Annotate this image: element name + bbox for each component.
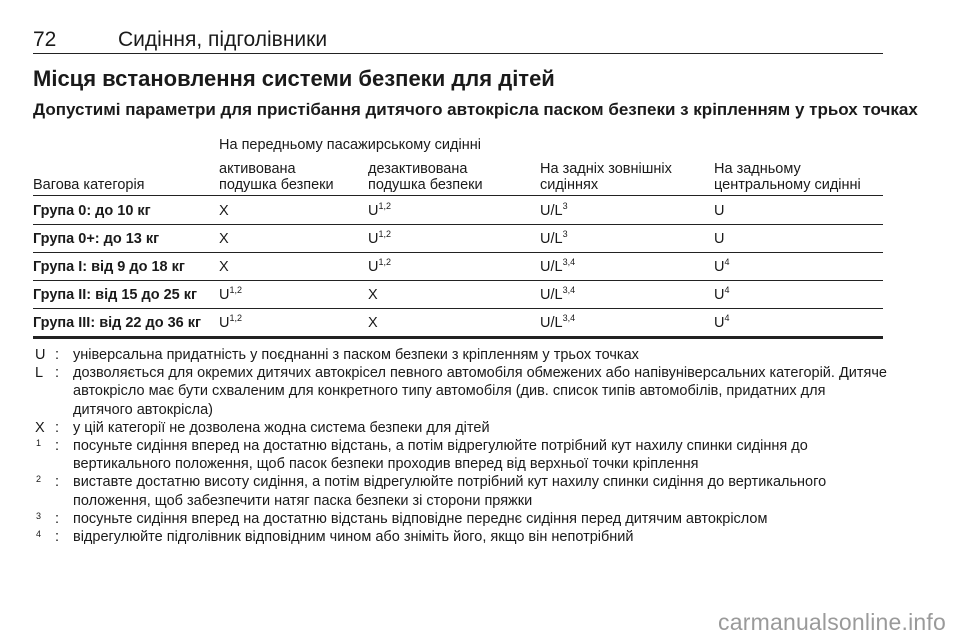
cell-rear-center: $U^4$	[714, 313, 730, 331]
legend-text: універсальна придатність у поєднанні з паском безпеки з кріпленням у трьох точках	[73, 347, 639, 363]
cell-airbag-on: X	[219, 259, 229, 275]
row-category: Група 0+: до 13 кг	[33, 231, 160, 247]
cell-airbag-on: U$^{1,2}$	[219, 313, 242, 331]
legend-key: L	[35, 365, 44, 382]
legend-key: 3	[36, 510, 42, 521]
legend-text: виставте достатню висоту сидіння, а потім відрегулюйте потрібний кут нахилу спинки сидіння до вертикального положення, щоб забезпечити натяг паска безпеки зі сторони пряжки	[73, 474, 827, 509]
cell-airbag-off: X	[368, 287, 378, 303]
cell-rear-outer: $U/L^3$	[540, 229, 568, 247]
cell-rear-outer: $U/L^3$	[540, 201, 568, 219]
watermark: carmanualsonline.info	[718, 609, 946, 635]
table-row	[33, 225, 883, 253]
legend-item: L : дозволяється для окремих дитячих автокрісел певного автомобіля обмежених або напівуніверсальних категорій. Дитяче автокрісло має бути схваленим для конкретного типу автомобіля (див. список типів автомобілів, придатних для дитячого автокрісла)	[35, 365, 887, 418]
legend-item: 1 : посуньте сидіння вперед на достатню відстань, а потім відрегулюйте потрібний кут нахилу спинки сидіння до вертикального положення, щоб пасок безпеки проходив вперед від верхньої точки кріплення	[33, 437, 888, 473]
table-row	[33, 309, 883, 339]
column-header-airbag-off: дезактивована подушка безпеки	[368, 161, 483, 193]
cell-rear-center: U	[714, 231, 725, 247]
table-row	[33, 253, 883, 281]
cell-rear-outer: $U/L^{3,4}$	[540, 285, 576, 303]
row-category: Група II: від 15 до 25 кг	[33, 287, 198, 303]
legend	[33, 346, 888, 546]
page-header	[33, 24, 883, 54]
cell-rear-center: $U^4$	[714, 285, 730, 303]
legend-key: 2	[36, 474, 42, 485]
row-category: Група III: від 22 до 36 кг	[33, 315, 202, 331]
legend-text: посуньте сидіння вперед на достатню відстань відповідне переднє сидіння перед дитячим автокріслом	[73, 510, 768, 527]
cell-rear-outer: $U/L^{3,4}$	[540, 257, 576, 275]
legend-item: 2 : виставте достатню висоту сидіння, а потім відрегулюйте потрібний кут нахилу спинки сидіння до вертикального положення, щоб забезпечити натяг паска безпеки зі сторони пряжки	[33, 473, 888, 509]
legend-key: 1	[36, 438, 42, 449]
section-title: Сидіння, підголівники	[118, 28, 328, 51]
front-seat-group-header: На передньому пасажирському сидінні	[219, 137, 481, 153]
legend-key: X	[35, 419, 45, 436]
row-category: Група 0: до 10 кг	[33, 203, 151, 219]
header-rule	[33, 53, 883, 54]
legend-text: відрегулюйте підголівник відповідним чином або зніміть його, якщо він непотрібний	[73, 529, 634, 546]
legend-text: у цій категорії не дозволена жодна система безпеки для дітей	[73, 419, 490, 436]
legend-item: U : універсальна придатність у поєднанні з паском безпеки з кріпленням у трьох точках	[35, 347, 639, 363]
column-header-rear-center: На задньому центральному сидінні	[714, 161, 861, 193]
cell-rear-outer: $U/L^{3,4}$	[540, 313, 576, 331]
column-header-rear-outer: На задніх зовнішніх сидіннях	[540, 161, 672, 193]
cell-rear-center: $U^4$	[714, 257, 730, 275]
legend-key: U	[35, 347, 46, 363]
cell-airbag-off: U$^{1,2}$	[368, 229, 391, 247]
cell-airbag-off: U$^{1,2}$	[368, 201, 391, 219]
legend-item: 3 : посуньте сидіння вперед на достатню відстань відповідне переднє сидіння перед дитячим автокріслом	[33, 510, 888, 528]
column-header-weight-class: Вагова категорія	[33, 177, 145, 193]
table-row	[33, 197, 883, 225]
cell-airbag-on: X	[219, 203, 229, 219]
legend-item: X : у цій категорії не дозволена жодна система безпеки для дітей	[35, 419, 490, 436]
header-divider	[33, 195, 883, 196]
cell-airbag-off: X	[368, 315, 378, 331]
page-title: Місця встановлення системи безпеки для дітей	[33, 66, 555, 91]
row-category: Група I: від 9 до 18 кг	[33, 259, 185, 275]
table-subtitle: Допустимі параметри для пристібання дитячого автокрісла паском безпеки з кріпленням у трьох точках	[33, 100, 918, 119]
legend-text: посуньте сидіння вперед на достатню відстань, а потім відрегулюйте потрібний кут нахилу спинки сидіння до вертикального положення, щоб пасок безпеки проходив вперед від верхньої точки кріплення	[73, 438, 808, 473]
legend-item: 4 : відрегулюйте підголівник відповідним чином або зніміть його, якщо він непотрібний	[33, 528, 888, 546]
cell-airbag-on: U$^{1,2}$	[219, 285, 242, 303]
legend-key: 4	[36, 529, 42, 540]
table-row	[33, 281, 883, 309]
column-header-airbag-on: активована подушка безпеки	[219, 161, 334, 193]
cell-airbag-on: X	[219, 231, 229, 247]
legend-text: дозволяється для окремих дитячих автокрісел певного автомобіля обмежених або напівуніверсальних категорій. Дитяче автокрісло має бути схваленим для конкретного типу автомобіля (див. список типів автомобілів, придатних для дитячого автокрісла)	[73, 365, 887, 418]
cell-rear-center: U	[714, 203, 725, 219]
page-number: 72	[33, 28, 57, 51]
cell-airbag-off: U$^{1,2}$	[368, 257, 391, 275]
